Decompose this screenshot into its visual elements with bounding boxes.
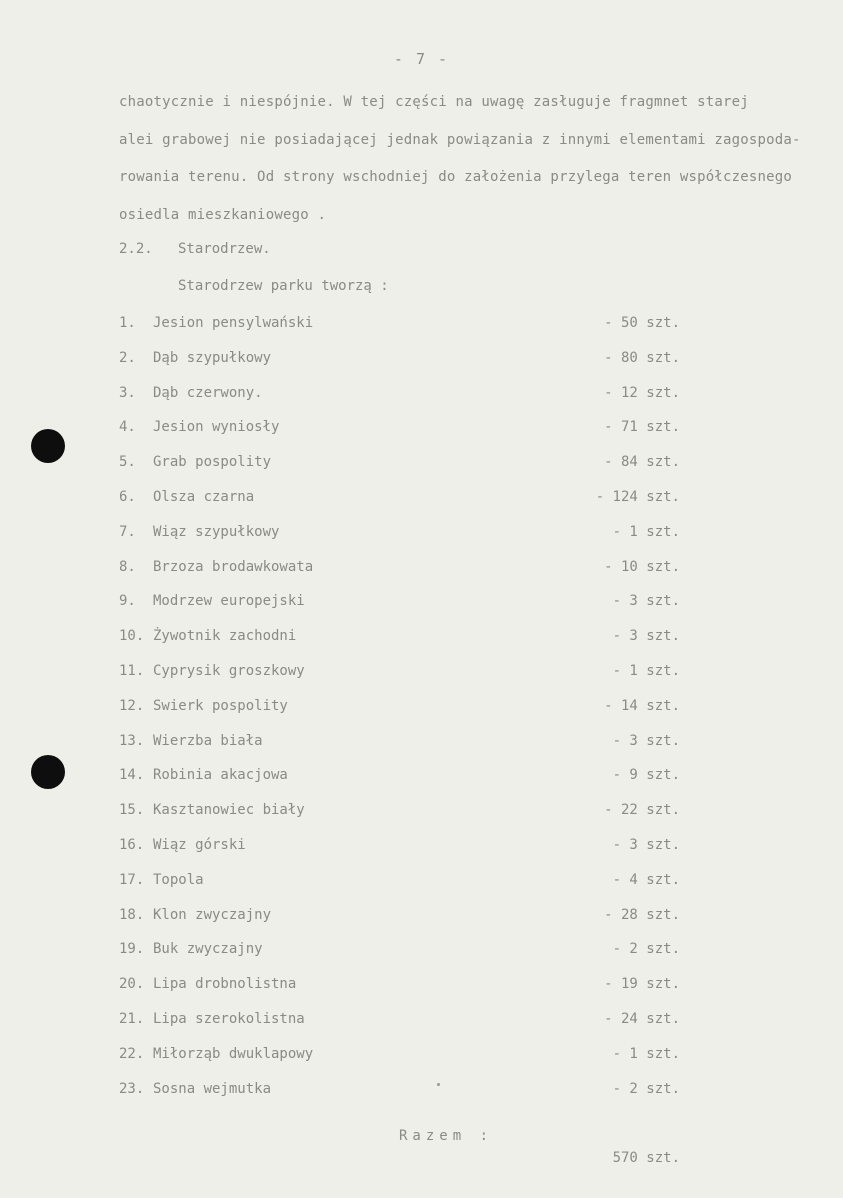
tree-name: Dąb czerwony. — [153, 384, 263, 401]
tree-name: Brzoza brodawkowata — [153, 558, 314, 575]
tree-row — [119, 347, 699, 382]
tree-row — [119, 625, 699, 660]
tree-row — [119, 938, 699, 973]
tree-name: Miłorząb dwuklapowy — [153, 1045, 314, 1062]
tree-number: 22. — [119, 1045, 145, 1062]
total-label: Razem : — [399, 1128, 494, 1144]
tree-count: - 3 szt. — [612, 732, 680, 749]
tree-row — [119, 451, 699, 486]
tree-number: 19. — [119, 941, 145, 958]
tree-count: - 2 szt. — [612, 941, 680, 958]
punch-hole — [31, 429, 65, 463]
tree-name: Wiąz górski — [153, 836, 246, 853]
tree-count: - 9 szt. — [612, 767, 680, 784]
tree-number: 4. — [119, 419, 136, 436]
tree-name: Modrzew europejski — [153, 593, 305, 610]
tree-count: - 124 szt. — [595, 488, 680, 505]
paragraph-line: chaotycznie i niespójnie. W tej części na uwagę zasługuje fragmnet starej — [119, 94, 749, 110]
tree-row — [119, 1008, 699, 1043]
tree-count: - 14 szt. — [604, 697, 680, 714]
tree-row — [119, 590, 699, 625]
tree-name: Swierk pospolity — [153, 697, 288, 714]
list-intro: Starodrzew parku tworzą : — [178, 278, 389, 294]
section-title: Starodrzew. — [178, 241, 271, 257]
tree-count: - 19 szt. — [604, 976, 680, 993]
tree-count: - 22 szt. — [604, 802, 680, 819]
tree-name: Wiąz szypułkowy — [153, 523, 280, 540]
tree-name: Robinia akacjowa — [153, 767, 288, 784]
tree-count: - 80 szt. — [604, 349, 680, 366]
tree-number: 12. — [119, 697, 145, 714]
tree-list — [119, 312, 699, 1112]
tree-name: Jesion pensylwański — [153, 315, 314, 331]
tree-count: - 84 szt. — [604, 454, 680, 471]
section-number: 2.2. — [119, 241, 153, 257]
tree-name: Sosna wejmutka — [153, 1080, 272, 1097]
tree-name: Żywotnik zachodni — [153, 628, 297, 645]
tree-count: - 3 szt. — [612, 836, 680, 853]
paragraph-line: rowania terenu. Od strony wschodniej do założenia przylega teren współczesnego — [119, 169, 793, 185]
tree-count: - 10 szt. — [604, 558, 680, 575]
tree-row — [119, 834, 699, 869]
tree-count: - 1 szt. — [612, 662, 680, 679]
tree-number: 2. — [119, 349, 136, 366]
tree-name: Buk zwyczajny — [153, 941, 263, 958]
tree-number: 23. — [119, 1080, 145, 1097]
tree-name: Olsza czarna — [153, 488, 255, 505]
tree-count: - 3 szt. — [612, 628, 680, 645]
tree-count: - 50 szt. — [604, 315, 680, 331]
tree-row — [119, 973, 699, 1008]
tree-row — [119, 1043, 699, 1078]
tree-row — [119, 695, 699, 730]
tree-row — [119, 521, 699, 556]
tree-number: 1. — [119, 315, 136, 331]
tree-name: Lipa drobnolistna — [153, 976, 297, 993]
tree-row — [119, 416, 699, 451]
tree-number: 8. — [119, 558, 136, 575]
tree-name: Jesion wyniosły — [153, 419, 280, 436]
tree-number: 10. — [119, 628, 145, 645]
tree-count: - 3 szt. — [612, 593, 680, 610]
tree-row — [119, 382, 699, 417]
tree-name: Topola — [153, 871, 204, 888]
tree-name: Wierzba biała — [153, 732, 263, 749]
page-number: - 7 - — [393, 50, 450, 68]
tree-number: 6. — [119, 488, 136, 505]
total-value: 570 szt. — [612, 1150, 680, 1166]
tree-row — [119, 660, 699, 695]
tree-name: Cyprysik groszkowy — [153, 662, 305, 679]
tree-name: Kasztanowiec biały — [153, 802, 305, 819]
tree-row — [119, 799, 699, 834]
paragraph-line: osiedla mieszkaniowego . — [119, 206, 327, 223]
tree-count: - 24 szt. — [604, 1010, 680, 1027]
tree-row — [119, 869, 699, 904]
body-paragraph — [119, 91, 809, 241]
tree-number: 13. — [119, 732, 145, 749]
tree-row — [119, 556, 699, 591]
tree-number: 3. — [119, 384, 136, 401]
tree-number: 5. — [119, 454, 136, 471]
tree-count: - 28 szt. — [604, 906, 680, 923]
tree-number: 21. — [119, 1010, 145, 1027]
tree-number: 18. — [119, 906, 145, 923]
tree-count: - 12 szt. — [604, 384, 680, 401]
punch-hole — [31, 755, 65, 789]
tree-number: 15. — [119, 802, 145, 819]
tree-row — [119, 486, 699, 521]
tree-number: 17. — [119, 871, 145, 888]
tree-row — [119, 730, 699, 765]
tree-number: 7. — [119, 523, 136, 540]
tree-count: - 1 szt. — [612, 1045, 680, 1062]
tree-count: - 2 szt. — [612, 1080, 680, 1097]
tree-row — [119, 904, 699, 939]
tree-name: Dąb szypułkowy — [153, 349, 272, 366]
tree-row — [119, 764, 699, 799]
tree-count: - 4 szt. — [612, 871, 680, 888]
ink-speck — [437, 1083, 440, 1086]
tree-name: Lipa szerokolistna — [153, 1010, 305, 1027]
tree-number: 9. — [119, 593, 136, 610]
tree-number: 14. — [119, 767, 145, 784]
tree-count: - 1 szt. — [612, 523, 680, 540]
tree-count: - 71 szt. — [604, 419, 680, 436]
paragraph-line: alei grabowej nie posiadającej jednak powiązania z innymi elementami zagospoda- — [119, 131, 801, 148]
section-heading — [119, 241, 271, 257]
tree-row — [119, 312, 699, 347]
tree-number: 20. — [119, 976, 145, 993]
tree-name: Klon zwyczajny — [153, 906, 272, 923]
tree-number: 11. — [119, 662, 145, 679]
tree-number: 16. — [119, 836, 145, 853]
total-row — [0, 1103, 843, 1166]
tree-name: Grab pospolity — [153, 454, 272, 471]
